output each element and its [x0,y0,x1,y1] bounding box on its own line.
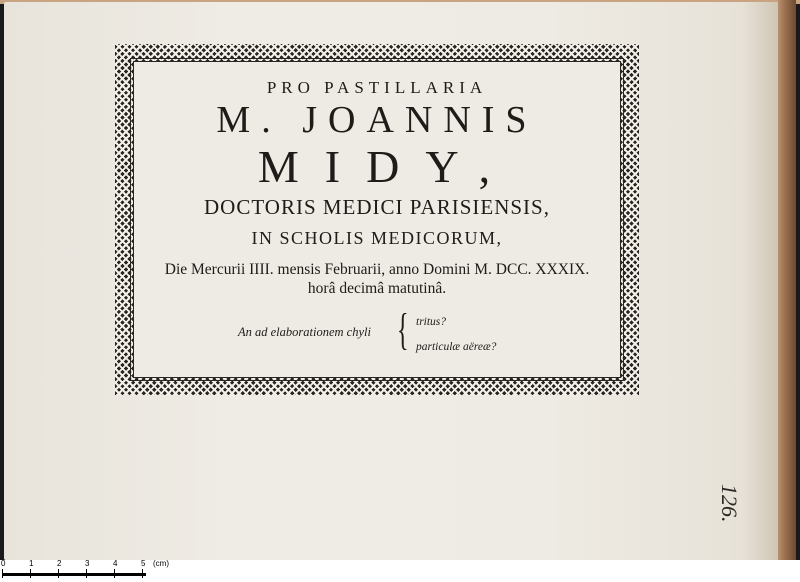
ruler-label: 5 [141,559,146,568]
ruler-label: 2 [57,559,62,568]
ruler-label: 1 [29,559,34,568]
question-option-b: particulæ aëreæ? [416,341,497,353]
ruler-unit: (cm) [153,559,169,568]
title-line-1: PRO PASTILLARIA [266,78,488,97]
ruler-label: 4 [113,559,118,568]
venue-line: IN SCHOLIS MEDICORUM, [251,228,503,248]
author-prefix-line: M. JOANNIS [216,99,538,141]
time-line: horâ decimâ matutinâ. [307,280,447,297]
ruler-tick [86,569,87,578]
ruler-tick [2,569,3,578]
title-panel [133,61,621,378]
ruler-tick [30,569,31,578]
question-stem: An ad elaborationem chyli [238,325,371,339]
ruler-label: 0 [1,559,6,568]
ruler-label: 3 [85,559,90,568]
author-title-line: DOCTORIS MEDICI PARISIENSIS, [204,195,550,219]
ruler-tick [142,569,143,578]
question-brace: { [397,305,409,354]
folio-number: 126. [717,484,742,523]
ornamental-border-frame [115,44,639,395]
ruler-bar [2,573,146,576]
scale-ruler [0,560,800,582]
author-surname-line: MIDY, [257,141,517,192]
document-page [4,2,780,560]
ruler-tick [114,569,115,578]
date-line: Die Mercurii IIII. mensis Februarii, anno Domini M. DCC. XXXIX. [164,261,590,278]
ruler-tick [58,569,59,578]
question-option-a: tritus? [416,316,447,328]
book-edge [778,0,796,562]
